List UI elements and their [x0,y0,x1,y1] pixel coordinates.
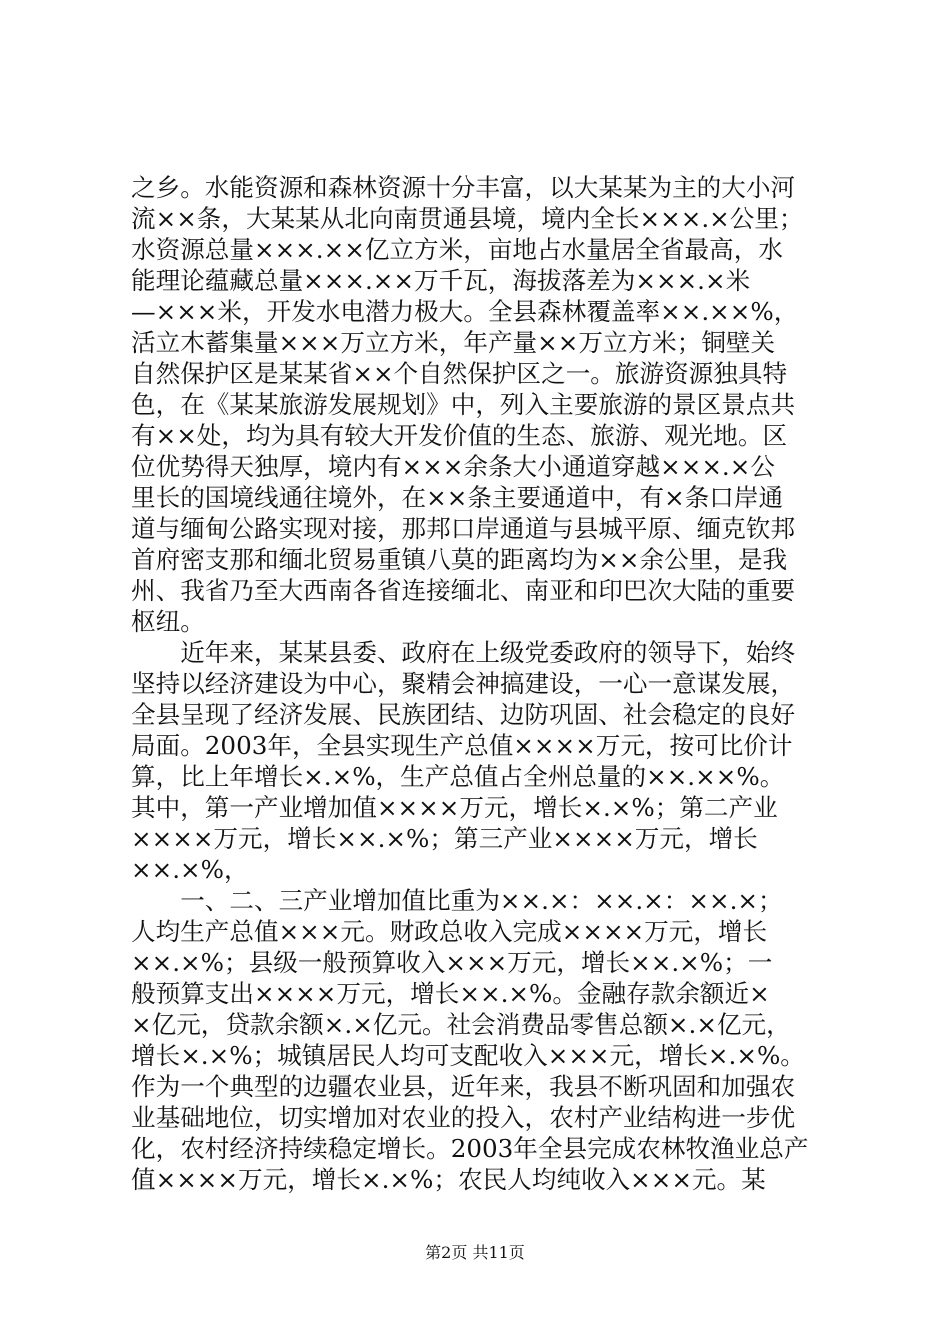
text-line: 算，比上年增长×.×%，生产总值占全州总量的××.××%。 [131,762,785,791]
text-line: 人均生产总值×××元。财政总收入完成××××万元，增长 [131,917,768,946]
text-line: ××××万元，增长××.×%；第三产业××××万元，增长 [131,824,758,853]
text-line: 全县呈现了经济发展、民族团结、边防巩固、社会稳定的良好 [131,700,796,729]
page-number-label: 第2页 共11页 [425,1243,525,1262]
text-line: 枢纽。 [131,607,205,636]
text-line: 能理论蕴藏总量×××.××万千瓦，海拔落差为×××.×米 [131,266,751,295]
text-line: 首府密支那和缅北贸易重镇八莫的距离均为××余公里，是我 [131,545,788,574]
text-line: 增长×.×%；城镇居民人均可支配收入×××元，增长×.×%。 [131,1041,805,1070]
text-line: 局面。2003年，全县实现生产总值××××万元，按可比价计 [131,731,793,760]
text-line: 水资源总量×××.××亿立方米，亩地占水量居全省最高，水 [131,235,783,264]
text-line: 活立木蓄集量×××万立方米，年产量××万立方米；铜壁关 [131,328,776,357]
text-line: 般预算支出××××万元，增长××.×%。金融存款余额近× [131,979,770,1008]
document-body [131,172,831,1195]
text-line: 流××条，大某某从北向南贯通县境，境内全长×××.×公里； [131,204,804,233]
text-line: 自然保护区是某某省××个自然保护区之一。旅游资源独具特 [131,359,788,388]
text-line: 位优势得天独厚，境内有×××余条大小通道穿越×××.×公 [131,452,775,481]
text-line: 州、我省乃至大西南各省连接缅北、南亚和印巴次大陆的重要 [131,576,796,605]
text-line: 作为一个典型的边疆农业县，近年来，我县不断巩固和加强农 [131,1072,796,1101]
text-line: —×××米，开发水电潜力极大。全县森林覆盖率××.××%， [131,297,799,326]
text-line: 有××处，均为具有较大开发价值的生态、旅游、观光地。区 [131,421,788,450]
text-line: 值××××万元，增长×.×%；农民人均纯收入×××元。某 [131,1165,766,1194]
text-line: 其中，第一产业增加值××××万元，增长×.×%；第二产业 [131,793,778,822]
text-line: 近年来，某某县委、政府在上级党委政府的领导下，始终 [131,638,796,667]
text-line: ×亿元，贷款余额×.×亿元。社会消费品零售总额×.×亿元， [131,1010,791,1039]
text-line: 道与缅甸公路实现对接，那邦口岸通道与县城平原、缅克钦邦 [131,514,796,543]
text-line: 里长的国境线通往境外，在××条主要通道中，有×条口岸通 [131,483,784,512]
text-line: 坚持以经济建设为中心，聚精会神搞建设，一心一意谋发展， [131,669,796,698]
text-line: 色，在《某某旅游发展规划》中，列入主要旅游的景区景点共 [131,390,796,419]
text-line: 业基础地位，切实增加对农业的投入，农村产业结构进一步优 [131,1103,796,1132]
text-line: 之乡。水能资源和森林资源十分丰富，以大某某为主的大小河 [131,173,796,202]
text-line: ××.×%， [131,855,249,884]
text-line: 一、二、三产业增加值比重为××.×：××.×：××.×； [131,886,783,915]
text-line: ××.×%；县级一般预算收入×××万元，增长××.×%；一 [131,948,773,977]
page-footer [0,1243,950,1263]
text-line: 化，农村经济持续稳定增长。2003年全县完成农林牧渔业总产 [131,1134,809,1163]
